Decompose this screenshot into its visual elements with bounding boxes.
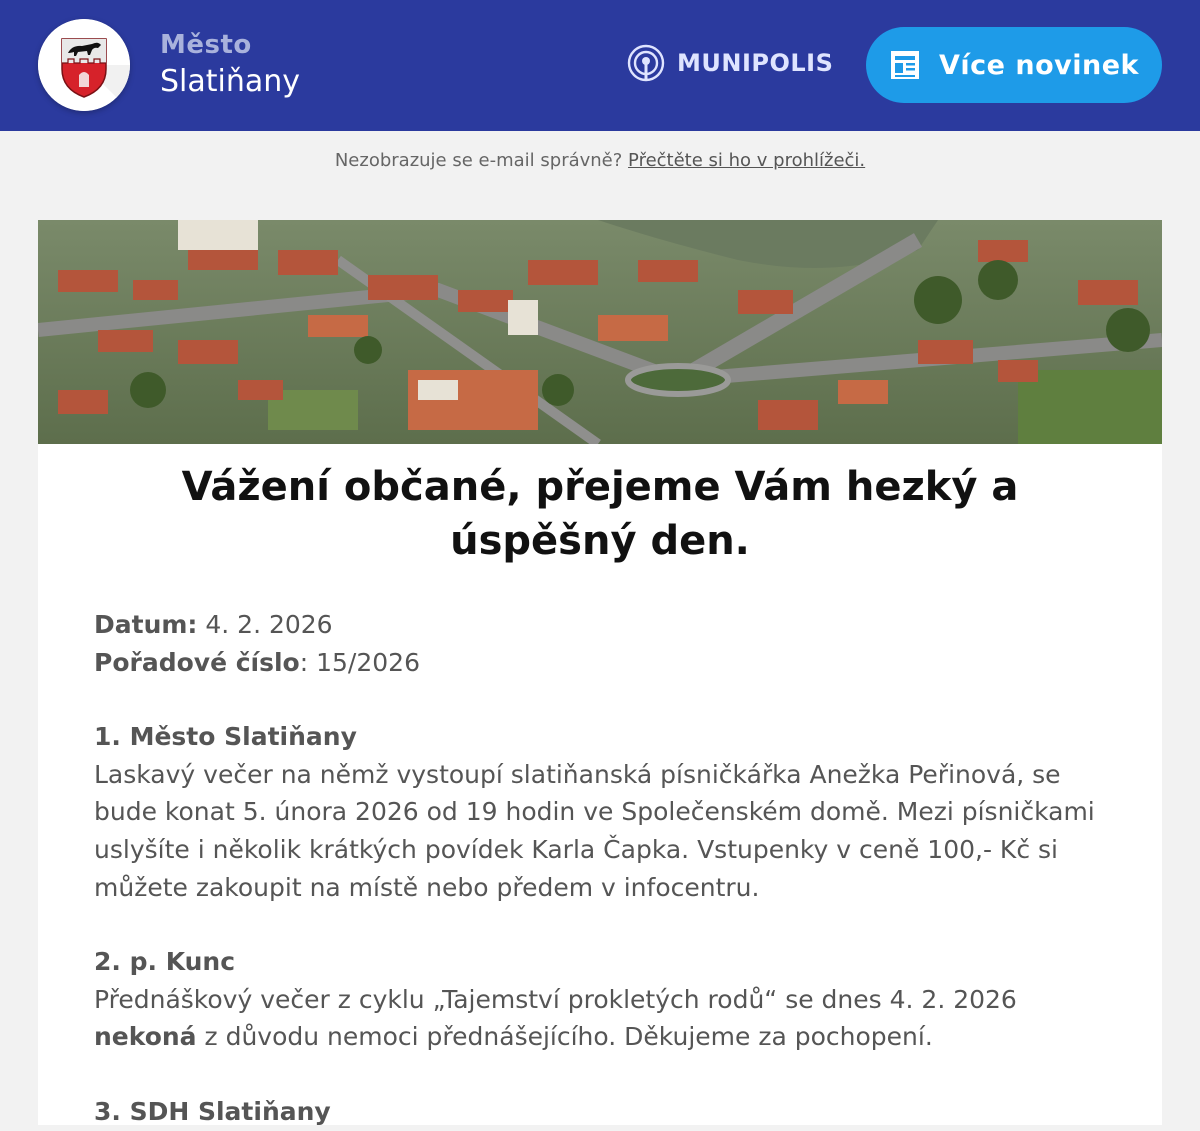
number-value: : 15/2026 xyxy=(299,647,420,677)
section-title: 2. p. Kunc xyxy=(94,947,236,977)
date-line xyxy=(94,606,1104,644)
town-name: Slatiňany xyxy=(160,64,301,99)
newsletter-card xyxy=(38,220,1162,1125)
view-in-browser-link[interactable]: Přečtěte si ho v prohlížeči. xyxy=(628,150,866,171)
browser-view-notice xyxy=(0,150,1200,171)
date-value: 4. 2. 2026 xyxy=(197,610,333,639)
more-news-label: Více novinek xyxy=(939,49,1139,81)
email-header xyxy=(0,0,1200,131)
headline: Vážení občané, přejeme Vám hezký a úspěšný den. xyxy=(181,464,1019,564)
number-line xyxy=(94,644,1104,682)
more-news-button[interactable] xyxy=(866,27,1162,103)
section-body-text: z důvodu nemoci přednášejícího. Děkujeme za pochopení. xyxy=(196,1022,933,1052)
section-body-emphasis: nekoná xyxy=(94,1022,197,1052)
newspaper-icon xyxy=(889,49,921,81)
newsletter-content xyxy=(94,606,1104,1131)
munipolis-brand[interactable] xyxy=(627,44,833,82)
section-body-text: Přednáškový večer z cyklu „Tajemství prokletých rodů“ se dnes 4. 2. 2026 xyxy=(94,984,1017,1014)
date-label: Datum: xyxy=(94,610,198,639)
notice-text: Nezobrazuje se e-mail správně? xyxy=(334,150,629,171)
munipolis-broadcast-icon xyxy=(627,44,665,82)
town-coat-of-arms-icon[interactable] xyxy=(38,19,130,111)
section-body xyxy=(94,981,1104,1056)
section-body: Laskavý večer na němž vystoupí slatiňanská písničkářka Anežka Peřinová, se bude konat 5. února 2026 od 19 hodin ve Společenském domě. Mezi písničkami uslyšíte i několik krátkých povídek Karla Čapka. Vstupenky v ceně 100,- Kč si můžete zakoupit na místě nebo předem v infocentru. xyxy=(94,759,1095,902)
aerial-town-photo xyxy=(38,220,1162,444)
number-label: Pořadové číslo xyxy=(94,647,300,677)
town-label: Město xyxy=(160,30,252,60)
munipolis-logo-text: MUNIPOLIS xyxy=(677,49,834,77)
section-title: 3. SDH Slatiňany xyxy=(94,1096,331,1126)
section-title: 1. Město Slatiňany xyxy=(94,722,357,752)
